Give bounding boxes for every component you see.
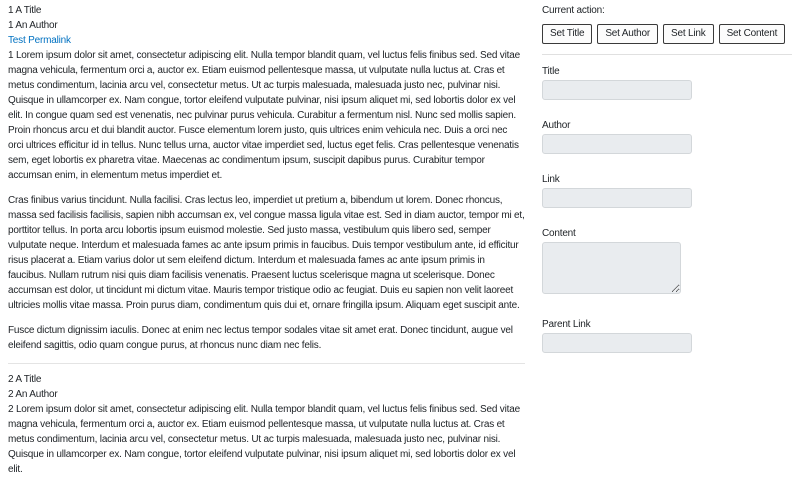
- author-input[interactable]: [542, 134, 692, 154]
- article-1: [8, 3, 525, 353]
- parent-link-input[interactable]: [542, 333, 692, 353]
- article-paragraph: 1 Lorem ipsum dolor sit amet, consectetur adipiscing elit. Nulla tempor blandit quam, vel luctus felis finibus sed. Sed vitae magna vehicula, fermentum orci a, auctor ex. Etiam euismod pellentesque massa, ut vulputate nulla luctus at. Cras et metus condimentum, lacinia arcu vel, consectetur metus. Ut ac turpis malesuada, malesuada justo nec, pulvinar nisi. Quisque in ullamcorper ex. Nam congue, tortor eleifend vulputate pulvinar, nisi ipsum aliquet mi, sed lobortis dolor ex vel elit. In congue quam sed est venenatis, nec pulvinar purus vehicula. Curabitur a fermentum nisl. Nunc sed mollis sapien. Proin rhoncus arcu et dui blandit auctor. Fusce elementum lorem justo, quis ultrices enim vehicula nec. Duis a orci nec orci ultrices efficitur id in tellus. Nunc tellus urna, auctor vitae imperdiet sed, luctus eget felis. Cras pellentesque venenatis sem, eget lobortis ex pharetra vitae. Maecenas ac condimentum ipsum, suscipit dapibus purus. Curabitur tempor accumsan enim, in elementum metus imperdiet et.: [8, 50, 520, 181]
- content-field-group: [542, 227, 792, 299]
- parent-link-field-group: [542, 318, 792, 353]
- title-field-label: Title: [542, 66, 560, 77]
- title-input[interactable]: [542, 80, 692, 100]
- article-author: 1 An Author: [8, 20, 58, 31]
- set-link-button[interactable]: Set Link: [663, 24, 714, 44]
- article-paragraph: 2 Lorem ipsum dolor sit amet, consectetur adipiscing elit. Nulla tempor blandit quam, vel luctus felis finibus sed. Sed vitae magna vehicula, fermentum orci a, auctor ex. Etiam euismod pellentesque massa, ut vulputate nulla luctus at. Cras et metus condimentum, lacinia arcu vel, consectetur metus. Ut ac turpis malesuada, malesuada justo nec, pulvinar nisi. Quisque in ullamcorper ex. Nam congue, tortor eleifend vulputate pulvinar, nisi ipsum aliquet mi, sed lobortis dolor ex vel elit.: [8, 404, 520, 475]
- article-2: [8, 372, 525, 477]
- article-paragraph: Fusce dictum dignissim iaculis. Donec at enim nec lectus tempor sodales vitae sit amet erat. Donec tincidunt, augue vel eleifend sagittis, odio quam congue purus, at rhoncus nunc diam nec felis.: [8, 325, 513, 351]
- set-author-button[interactable]: Set Author: [597, 24, 658, 44]
- set-title-button[interactable]: Set Title: [542, 24, 592, 44]
- article-paragraph: Cras finibus varius tincidunt. Nulla facilisi. Cras lectus leo, imperdiet ut pretium a, bibendum ut lorem. Donec rhoncus, massa sed facilisis facilisis, sapien nibh accumsan ex, vel congue massa ligula vitae est. Sed in diam auctor, tempor mi et, porttitor tellus. In porta arcu lobortis ipsum euismod molestie. Sed justo massa, vestibulum quis libero sed, semper vulputate neque. Interdum et malesuada fames ac ante ipsum primis in faucibus. Duis tempor vestibulum ante, id efficitur risus placerat a. Etiam varius dolor ut sem eleifend dictum. Interdum et malesuada fames ac ante ipsum primis in faucibus. Nullam rutrum nisi quis diam facilisis venenatis. Praesent luctus scelerisque magna ut scelerisque. Donec accumsan est dolor, ut tincidunt mi dictum vitae. Mauris tempor tristique odio ac feugiat. Duis eu sapien non velit laoreet ultricies mollis vitae massa. Proin purus diam, condimentum quis dui et, ornare fringilla ipsum. Aliquam eget suscipit ante.: [8, 195, 525, 311]
- article-title: 1 A Title: [8, 5, 42, 16]
- articles-panel: [8, 3, 525, 487]
- content-field-label: Content: [542, 228, 576, 239]
- action-panel: [542, 3, 792, 487]
- panel-divider: [542, 54, 792, 55]
- author-field-group: [542, 119, 792, 154]
- action-buttons-row: [542, 24, 792, 44]
- set-content-button[interactable]: Set Content: [719, 24, 786, 44]
- permalink-link[interactable]: Test Permalink: [8, 35, 71, 46]
- article-author: 2 An Author: [8, 389, 58, 400]
- link-field-label: Link: [542, 174, 560, 185]
- content-textarea[interactable]: [542, 242, 681, 294]
- author-field-label: Author: [542, 120, 571, 131]
- article-divider: [8, 363, 525, 364]
- article-permalink: [8, 33, 525, 48]
- parent-link-field-label: Parent Link: [542, 319, 591, 330]
- link-input[interactable]: [542, 188, 692, 208]
- link-field-group: [542, 173, 792, 208]
- title-field-group: [542, 65, 792, 100]
- article-title: 2 A Title: [8, 374, 42, 385]
- current-action-label: Current action:: [542, 5, 605, 16]
